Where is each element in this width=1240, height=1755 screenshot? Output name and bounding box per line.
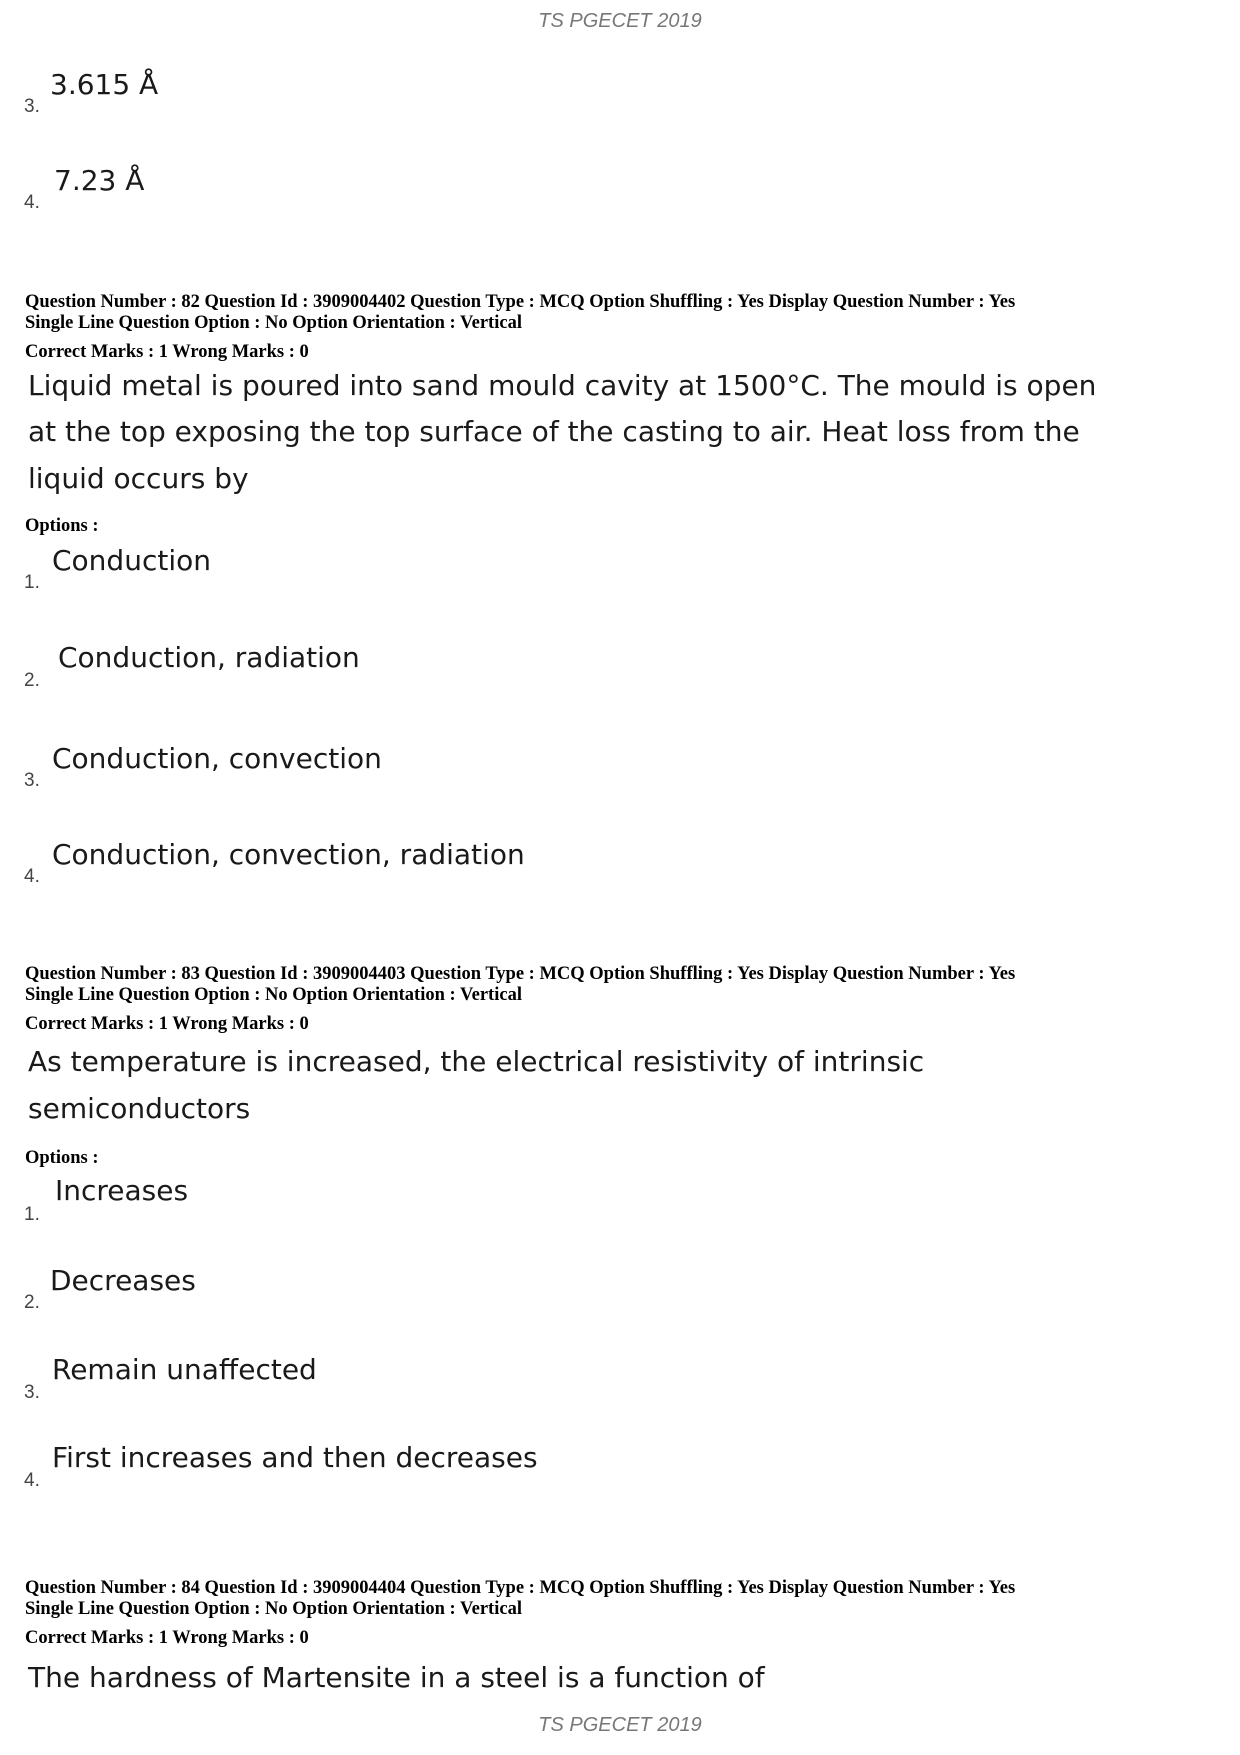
option-text: Decreases — [50, 1264, 196, 1297]
question-text-line: at the top exposing the top surface of the casting to air. Heat loss from the — [28, 415, 1080, 448]
page-header: TS PGECET 2019 — [538, 10, 702, 32]
question-meta-line1: Question Number : 82 Question Id : 3909004402 Question Type : MCQ Option Shuffling : Yes Display Question Number : Yes — [25, 292, 1016, 312]
question-text-line: The hardness of Martensite in a steel is a function of — [28, 1661, 765, 1694]
option-number: 4. — [24, 1470, 40, 1491]
question-text-line: Liquid metal is poured into sand mould cavity at 1500°C. The mould is open — [28, 369, 1097, 402]
options-label: Options : — [25, 1148, 99, 1168]
option-text: Conduction, convection — [52, 742, 382, 775]
option-text: Remain unaffected — [52, 1353, 317, 1386]
option-text: Increases — [55, 1174, 189, 1207]
option-text: Conduction, convection, radiation — [52, 838, 525, 871]
question-meta-line1: Question Number : 83 Question Id : 3909004403 Question Type : MCQ Option Shuffling : Yes Display Question Number : Yes — [25, 964, 1016, 984]
page-footer: TS PGECET 2019 — [538, 1714, 702, 1736]
question-text-line: As temperature is increased, the electrical resistivity of intrinsic — [28, 1045, 925, 1078]
question-meta-line2: Single Line Question Option : No Option Orientation : Vertical — [25, 1599, 522, 1619]
option-text: 7.23 Å — [54, 164, 145, 197]
option-number: 3. — [24, 1382, 40, 1403]
question-marks: Correct Marks : 1 Wrong Marks : 0 — [25, 1014, 309, 1034]
option-number: 4. — [24, 192, 40, 213]
question-text-line: liquid occurs by — [28, 462, 249, 495]
option-text: Conduction, radiation — [58, 641, 360, 674]
option-number: 2. — [24, 1292, 40, 1313]
option-text: 3.615 Å — [50, 68, 159, 101]
option-text: Conduction — [52, 544, 211, 577]
question-marks: Correct Marks : 1 Wrong Marks : 0 — [25, 1628, 309, 1648]
option-number: 3. — [24, 96, 40, 117]
question-marks: Correct Marks : 1 Wrong Marks : 0 — [25, 342, 309, 362]
question-meta-line2: Single Line Question Option : No Option Orientation : Vertical — [25, 985, 522, 1005]
option-number: 1. — [24, 572, 40, 593]
question-text-line: semiconductors — [28, 1092, 251, 1125]
options-label: Options : — [25, 516, 99, 536]
option-number: 2. — [24, 670, 40, 691]
option-number: 4. — [24, 866, 40, 887]
question-meta-line1: Question Number : 84 Question Id : 3909004404 Question Type : MCQ Option Shuffling : Yes Display Question Number : Yes — [25, 1578, 1016, 1598]
option-number: 3. — [24, 770, 40, 791]
question-meta-line2: Single Line Question Option : No Option Orientation : Vertical — [25, 313, 522, 333]
option-number: 1. — [24, 1204, 40, 1225]
option-text: First increases and then decreases — [52, 1441, 538, 1474]
